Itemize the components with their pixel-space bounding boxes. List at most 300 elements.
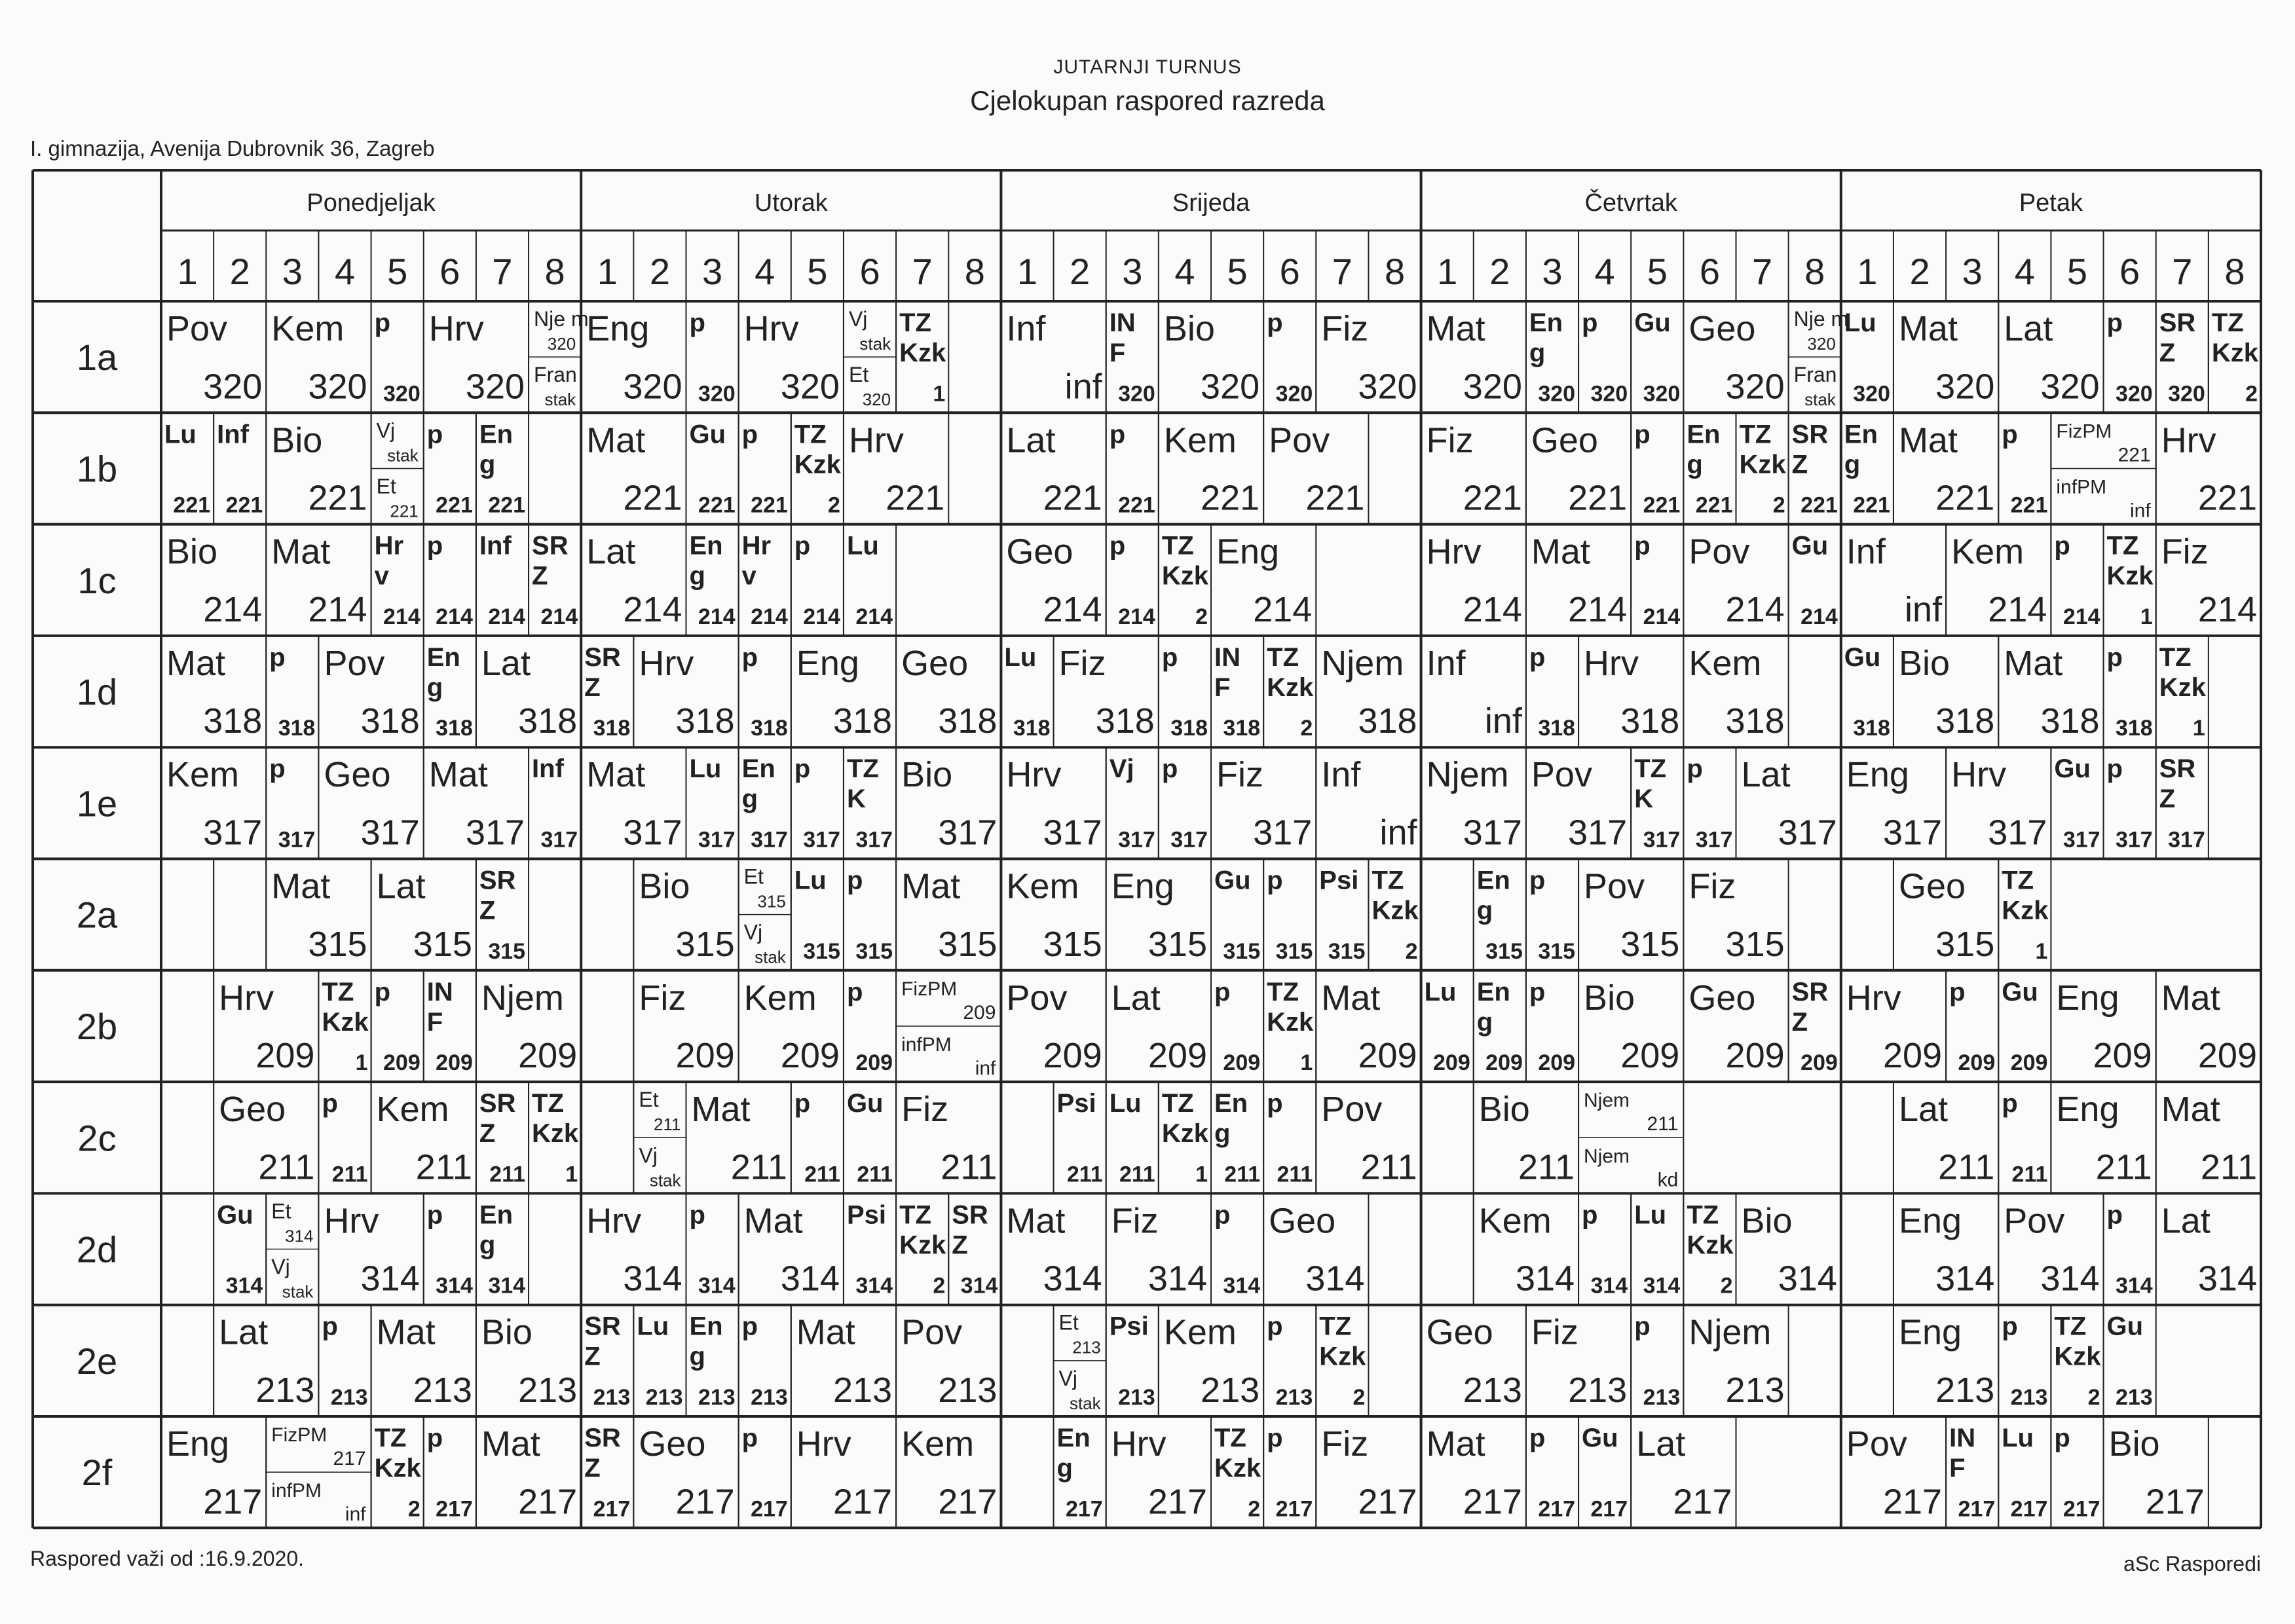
lesson-room: 221 — [751, 492, 788, 518]
lesson-room: 213 — [330, 1385, 368, 1410]
lesson-subject: Mat — [376, 1312, 436, 1352]
lesson-subject-cont: g — [1844, 450, 1861, 479]
lesson-room: 318 — [1095, 701, 1155, 741]
lesson-subject: Pov — [1584, 866, 1645, 906]
split-room: inf — [975, 1057, 996, 1079]
lesson-subject: p — [741, 1424, 758, 1452]
lesson-room: 320 — [383, 381, 420, 407]
period-number: 4 — [1174, 251, 1195, 292]
lesson-room: 209 — [383, 1050, 420, 1076]
lesson-room: 221 — [1201, 478, 1260, 518]
lesson-room: 217 — [1463, 1482, 1522, 1522]
lesson-room: 318 — [938, 701, 998, 741]
lesson-room: 214 — [698, 604, 736, 629]
lesson-room: 320 — [1935, 367, 1995, 407]
lesson-room: 221 — [1801, 492, 1838, 518]
class-label: 1a — [76, 337, 118, 378]
lesson-room: 320 — [780, 367, 840, 407]
lesson-room: 214 — [540, 604, 578, 629]
lesson-subject-cont: Kzk — [899, 339, 946, 367]
lesson-subject: TZ — [794, 420, 827, 449]
lesson-room: 2 — [2087, 1385, 2100, 1410]
lesson-room: 214 — [1725, 589, 1785, 629]
lesson-room: 320 — [1643, 381, 1681, 407]
split-room: 315 — [757, 891, 786, 912]
lesson-room: 315 — [1620, 924, 1680, 964]
split-room: stak — [859, 334, 891, 354]
lesson-room: 221 — [1935, 478, 1995, 518]
lesson-subject-cont: K — [846, 784, 866, 814]
lesson-subject-cont: Z — [479, 896, 496, 925]
lesson-subject: Eng — [166, 1424, 230, 1464]
lesson-subject: p — [846, 977, 863, 1006]
lesson-subject-cont: g — [741, 784, 758, 814]
split-subject: FizPM — [271, 1424, 327, 1446]
lesson-subject: Gu — [2002, 977, 2038, 1006]
lesson-subject-cont: Z — [584, 1454, 601, 1483]
lesson-subject: Bio — [271, 420, 323, 460]
lesson-subject: p — [426, 531, 443, 561]
lesson-room: 214 — [488, 604, 526, 629]
lesson-room: 211 — [730, 1147, 787, 1187]
lesson-room: 317 — [1118, 827, 1155, 853]
split-subject: Fran — [1793, 363, 1837, 387]
lesson-subject: Bio — [1584, 978, 1635, 1018]
lesson-subject: p — [1634, 1312, 1651, 1341]
lesson-room: 317 — [1643, 827, 1681, 853]
lesson-subject: Mat — [271, 866, 331, 906]
lesson-room: 317 — [938, 813, 998, 853]
period-number: 5 — [807, 251, 828, 292]
lesson-subject: Lu — [1634, 1200, 1667, 1230]
lesson-room: 211 — [1277, 1162, 1313, 1187]
split-subject: Vj — [848, 307, 868, 331]
lesson-subject: TZ — [1267, 977, 1299, 1006]
lesson-room: 320 — [1275, 381, 1313, 407]
split-room: stak — [755, 947, 786, 967]
split-room: stak — [649, 1170, 681, 1190]
period-number: 7 — [912, 251, 933, 292]
split-room: 320 — [862, 390, 891, 410]
lesson-subject: Lu — [1424, 977, 1457, 1006]
lesson-room: 217 — [938, 1482, 998, 1522]
lesson-subject: Bio — [1741, 1201, 1793, 1241]
lesson-subject: Hrv — [1846, 978, 1901, 1018]
lesson-room: 2 — [1772, 492, 1785, 518]
lesson-subject: SR — [2159, 308, 2196, 337]
lesson-room: 209 — [2093, 1036, 2152, 1076]
period-number: 5 — [1227, 251, 1248, 292]
split-subject: Et — [639, 1088, 659, 1112]
lesson-subject: Kem — [271, 309, 345, 348]
lesson-subject: SR — [2159, 754, 2196, 784]
lesson-room: 213 — [255, 1371, 315, 1410]
lesson-subject: p — [374, 977, 391, 1006]
period-number: 2 — [649, 251, 671, 292]
lesson-room: 1 — [2035, 938, 2048, 964]
lesson-room: 2 — [2245, 381, 2258, 407]
lesson-subject: Hrv — [1951, 755, 2007, 795]
lesson-room: 315 — [1328, 938, 1366, 964]
lesson-subject: Lu — [1844, 308, 1876, 337]
split-subject: Njem — [1584, 1090, 1630, 1112]
split-subject: Et — [1058, 1310, 1079, 1335]
lesson-room: 1 — [355, 1050, 368, 1076]
lesson-subject: Geo — [1426, 1312, 1493, 1352]
lesson-room: 209 — [1620, 1036, 1680, 1076]
lesson-subject: p — [322, 1089, 338, 1118]
lesson-subject: Fiz — [1689, 866, 1736, 906]
lesson-room: 314 — [2197, 1259, 2257, 1299]
lesson-subject: TZ — [2106, 531, 2139, 561]
lesson-subject: p — [1267, 1089, 1283, 1118]
lesson-room: 221 — [2010, 492, 2048, 518]
lesson-room: 214 — [855, 604, 893, 629]
lesson-room: 217 — [1590, 1496, 1628, 1522]
lesson-room: 314 — [488, 1273, 526, 1299]
split-subject: Et — [271, 1199, 291, 1223]
lesson-room: 315 — [855, 938, 893, 964]
lesson-subject: p — [1529, 977, 1546, 1006]
lesson-room: 209 — [255, 1036, 315, 1076]
lesson-subject: Gu — [2054, 754, 2091, 784]
period-number: 8 — [1384, 251, 1406, 292]
lesson-room: 317 — [1170, 827, 1208, 853]
period-number: 8 — [964, 251, 985, 292]
lesson-subject: Pov — [1269, 420, 1330, 460]
lesson-subject: Njem — [481, 978, 564, 1018]
lesson-subject: Mat — [166, 643, 226, 683]
lesson-subject-cont: g — [1529, 339, 1546, 367]
lesson-room: 320 — [1590, 381, 1628, 407]
lesson-room: 214 — [308, 589, 367, 629]
split-room: stak — [1804, 390, 1836, 410]
lesson-room: 221 — [1118, 492, 1155, 518]
lesson-room: 213 — [1643, 1385, 1681, 1410]
period-number: 4 — [755, 251, 775, 292]
lesson-subject: Fiz — [1426, 420, 1474, 460]
lesson-subject: TZ — [532, 1089, 564, 1118]
lesson-subject: TZ — [1267, 642, 1299, 672]
lesson-room: 211 — [1066, 1162, 1103, 1187]
lesson-room: 320 — [203, 367, 263, 407]
lesson-room: 214 — [203, 589, 263, 629]
lesson-room: 209 — [675, 1036, 735, 1076]
lesson-room: 209 — [1433, 1050, 1470, 1076]
lesson-subject: Mat — [586, 755, 646, 795]
lesson-room: 221 — [436, 492, 473, 518]
lesson-subject: Psi — [1319, 866, 1359, 895]
lesson-room: 314 — [2115, 1273, 2153, 1299]
lesson-room: 209 — [436, 1050, 473, 1076]
lesson-room: 213 — [645, 1385, 683, 1410]
lesson-room: 211 — [489, 1162, 526, 1187]
lesson-room: 318 — [1170, 716, 1208, 741]
lesson-subject: p — [1109, 420, 1126, 449]
lesson-subject: Geo — [1689, 978, 1756, 1018]
lesson-room: 209 — [855, 1050, 893, 1076]
lesson-subject-cont: F — [426, 1007, 443, 1037]
lesson-subject: Fiz — [901, 1090, 949, 1130]
lesson-subject: SR — [584, 642, 621, 672]
lesson-subject: p — [1214, 977, 1231, 1006]
lesson-room: 317 — [278, 827, 316, 853]
lesson-room: 221 — [1043, 478, 1102, 518]
split-room: stak — [282, 1282, 314, 1302]
lesson-subject: p — [846, 866, 863, 895]
lesson-subject: Mat — [1898, 420, 1958, 460]
lesson-room: 317 — [1695, 827, 1733, 853]
lesson-subject: TZ — [322, 977, 354, 1006]
lesson-room: 213 — [1568, 1371, 1628, 1410]
period-number: 6 — [2119, 251, 2140, 292]
lesson-subject: Lat — [1741, 755, 1791, 795]
lesson-subject: Bio — [1163, 309, 1215, 348]
split-room: 213 — [1072, 1337, 1101, 1357]
lesson-room: 221 — [1643, 492, 1681, 518]
lesson-room: 315 — [1935, 924, 1995, 964]
split-room: kd — [1657, 1169, 1679, 1191]
lesson-room: 214 — [1988, 589, 2047, 629]
lesson-subject: Hrv — [586, 1201, 642, 1241]
lesson-room: 221 — [698, 492, 736, 518]
lesson-subject: Lat — [1111, 978, 1161, 1018]
lesson-subject: Mat — [271, 532, 331, 572]
lesson-room: 314 — [855, 1273, 893, 1299]
lesson-subject: Psi — [1056, 1089, 1096, 1118]
lesson-subject: Geo — [219, 1090, 286, 1130]
split-room: 211 — [654, 1115, 681, 1135]
lesson-subject-cont: Kzk — [794, 450, 841, 479]
lesson-room: 217 — [1275, 1496, 1313, 1522]
period-number: 7 — [1751, 251, 1773, 292]
split-subject: FizPM — [901, 978, 958, 1000]
school-address: I. gimnazija, Avenija Dubrovnik 36, Zagreb — [30, 136, 435, 160]
lesson-subject: Mat — [1426, 309, 1485, 348]
lesson-subject-cont: g — [1476, 896, 1493, 925]
lesson-subject: Eng — [2056, 1090, 2119, 1130]
lesson-subject-cont: F — [1214, 673, 1231, 702]
lesson-room: 317 — [2062, 827, 2100, 853]
split-room: 221 — [390, 501, 419, 521]
lesson-subject: p — [1687, 754, 1703, 784]
lesson-room: 320 — [465, 367, 525, 407]
day-label: Ponedjeljak — [307, 189, 436, 217]
lesson-room: 315 — [1223, 938, 1261, 964]
lesson-subject-cont: Z — [952, 1230, 968, 1260]
lesson-subject: Fiz — [2161, 532, 2209, 572]
lesson-room: 318 — [2115, 716, 2153, 741]
lesson-subject: Inf — [217, 420, 250, 449]
lesson-room: 320 — [1725, 367, 1785, 407]
lesson-subject: Kem — [743, 978, 817, 1018]
lesson-subject: Kem — [166, 755, 240, 795]
lesson-subject: Geo — [1689, 309, 1756, 348]
lesson-room: 214 — [383, 604, 420, 629]
lesson-subject: Eng — [2056, 978, 2119, 1018]
lesson-room: 314 — [1935, 1259, 1995, 1299]
lesson-subject: Gu — [1791, 531, 1829, 561]
lesson-subject: p — [374, 308, 391, 337]
lesson-room: 217 — [1538, 1496, 1576, 1522]
lesson-subject: Gu — [1582, 1424, 1618, 1452]
lesson-room: 318 — [1853, 716, 1890, 741]
lesson-room: 1 — [565, 1162, 578, 1187]
lesson-subject: Lu — [689, 754, 722, 784]
lesson-room: 217 — [203, 1482, 263, 1522]
lesson-room: 314 — [1778, 1259, 1837, 1299]
lesson-subject: Lat — [1006, 420, 1056, 460]
class-label: 2b — [76, 1005, 118, 1047]
software-credit: aSc Rasporedi — [2123, 1552, 2261, 1576]
lesson-subject: p — [1529, 642, 1546, 672]
lesson-room: 2 — [407, 1496, 420, 1522]
lesson-room: 221 — [488, 492, 526, 518]
lesson-room: 2 — [1248, 1496, 1261, 1522]
period-number: 6 — [439, 251, 460, 292]
lesson-subject: SR — [479, 866, 516, 895]
lesson-room: 217 — [751, 1496, 788, 1522]
lesson-subject: p — [794, 754, 811, 784]
split-room: 320 — [1807, 334, 1836, 354]
lesson-room: 217 — [832, 1482, 893, 1522]
lesson-subject-cont: v — [374, 561, 389, 591]
lesson-subject: En — [1476, 977, 1510, 1006]
lesson-room: 214 — [1643, 604, 1681, 629]
lesson-room: 211 — [415, 1147, 472, 1187]
lesson-subject: Inf — [1006, 309, 1046, 348]
period-number: 3 — [1542, 251, 1563, 292]
lesson-subject-cont: g — [1476, 1007, 1493, 1037]
lesson-room: 1 — [2192, 716, 2205, 741]
lesson-subject: Fiz — [639, 978, 686, 1018]
lesson-room: 317 — [1043, 813, 1102, 853]
lesson-room: 320 — [698, 381, 736, 407]
lesson-room: 2 — [1720, 1273, 1733, 1299]
lesson-room: 213 — [2010, 1385, 2048, 1410]
lesson-room: 317 — [623, 813, 682, 853]
lesson-room: 217 — [518, 1482, 578, 1522]
lesson-subject: TZ — [1161, 531, 1194, 561]
lesson-subject: p — [269, 754, 286, 784]
lesson-subject: Pov — [1321, 1090, 1383, 1130]
lesson-subject-cont: K — [1634, 784, 1654, 814]
lesson-subject: p — [794, 1089, 811, 1118]
lesson-room: 318 — [518, 701, 578, 741]
lesson-room: 318 — [1013, 716, 1051, 741]
period-number: 7 — [2172, 251, 2193, 292]
lesson-room: 211 — [941, 1147, 998, 1187]
lesson-subject: Eng — [1898, 1312, 1962, 1352]
lesson-room: 214 — [2062, 604, 2100, 629]
lesson-room: 314 — [1043, 1259, 1102, 1299]
lesson-room: 211 — [2011, 1162, 2048, 1187]
lesson-subject: Gu — [2106, 1312, 2144, 1341]
lesson-room: 2 — [1353, 1385, 1366, 1410]
lesson-room: 217 — [1882, 1482, 1943, 1522]
lesson-subject-cont: Z — [479, 1119, 496, 1149]
lesson-subject: p — [1949, 977, 1966, 1006]
lesson-subject: p — [2054, 1424, 2070, 1452]
class-label: 1c — [77, 559, 117, 601]
lesson-subject: Gu — [217, 1200, 253, 1230]
split-subject: Fran — [534, 363, 577, 387]
lesson-room: 221 — [173, 492, 211, 518]
lesson-subject: Eng — [1111, 866, 1174, 906]
lesson-room: 314 — [1148, 1259, 1207, 1299]
period-number: 6 — [859, 251, 880, 292]
lesson-subject: Hrv — [796, 1424, 851, 1464]
lesson-subject: Fiz — [1531, 1312, 1578, 1352]
lesson-room: 211 — [1518, 1147, 1575, 1187]
lesson-room: 315 — [675, 924, 735, 964]
lesson-room: 1 — [1300, 1050, 1313, 1076]
lesson-room: 314 — [1590, 1273, 1628, 1299]
lesson-subject-cont: Z — [1791, 1007, 1808, 1037]
lesson-subject: Lu — [2002, 1424, 2034, 1452]
lesson-room: 320 — [2115, 381, 2153, 407]
lesson-subject: p — [1161, 642, 1178, 672]
lesson-room: 317 — [751, 827, 788, 853]
lesson-subject: p — [689, 308, 705, 337]
lesson-subject: Hrv — [219, 978, 274, 1018]
lesson-room: 318 — [1935, 701, 1995, 741]
lesson-subject: IN — [1214, 642, 1241, 672]
lesson-room: 314 — [1305, 1259, 1365, 1299]
lesson-room: 1 — [1195, 1162, 1208, 1187]
lesson-subject: TZ — [374, 1424, 407, 1452]
lesson-subject: Kem — [1006, 866, 1079, 906]
lesson-subject-cont: Z — [584, 1342, 601, 1371]
lesson-room: 214 — [623, 589, 682, 629]
period-number: 3 — [701, 251, 723, 292]
lesson-subject-cont: Kzk — [1267, 1007, 1314, 1037]
lesson-room: 211 — [331, 1162, 368, 1187]
lesson-room: 317 — [540, 827, 578, 853]
lesson-room: 211 — [1938, 1147, 1995, 1187]
lesson-room: 221 — [225, 492, 263, 518]
lesson-room: 209 — [518, 1036, 578, 1076]
lesson-room: 213 — [832, 1371, 893, 1410]
lesson-room: 314 — [225, 1273, 263, 1299]
lesson-room: 214 — [1118, 604, 1155, 629]
lesson-room: 317 — [1882, 813, 1943, 853]
lesson-room: 317 — [2115, 827, 2153, 853]
split-subject: FizPM — [2056, 420, 2112, 443]
lesson-subject: Kem — [376, 1090, 449, 1130]
lesson-subject: p — [2106, 642, 2123, 672]
lesson-subject-cont: g — [479, 1230, 496, 1260]
lesson-subject: p — [2106, 754, 2123, 784]
period-number: 8 — [2224, 251, 2245, 292]
split-room: stak — [544, 390, 576, 410]
lesson-subject: p — [1582, 1200, 1598, 1230]
lesson-subject-cont: v — [741, 561, 756, 591]
lesson-room: 213 — [1935, 1371, 1995, 1410]
lesson-room: 314 — [623, 1259, 682, 1299]
lesson-subject: TZ — [846, 754, 879, 784]
lesson-subject: Bio — [1898, 643, 1950, 683]
lesson-subject: Mat — [428, 755, 488, 795]
lesson-subject: Mat — [743, 1201, 803, 1241]
lesson-subject: Hrv — [2161, 420, 2216, 460]
lesson-subject-cont: Kzk — [1161, 561, 1208, 591]
lesson-subject-cont: Kzk — [1161, 1119, 1208, 1149]
lesson-room: 318 — [751, 716, 788, 741]
lesson-room: 317 — [1568, 813, 1628, 853]
lesson-subject: Eng — [1846, 755, 1909, 795]
lesson-room: 211 — [1360, 1147, 1417, 1187]
